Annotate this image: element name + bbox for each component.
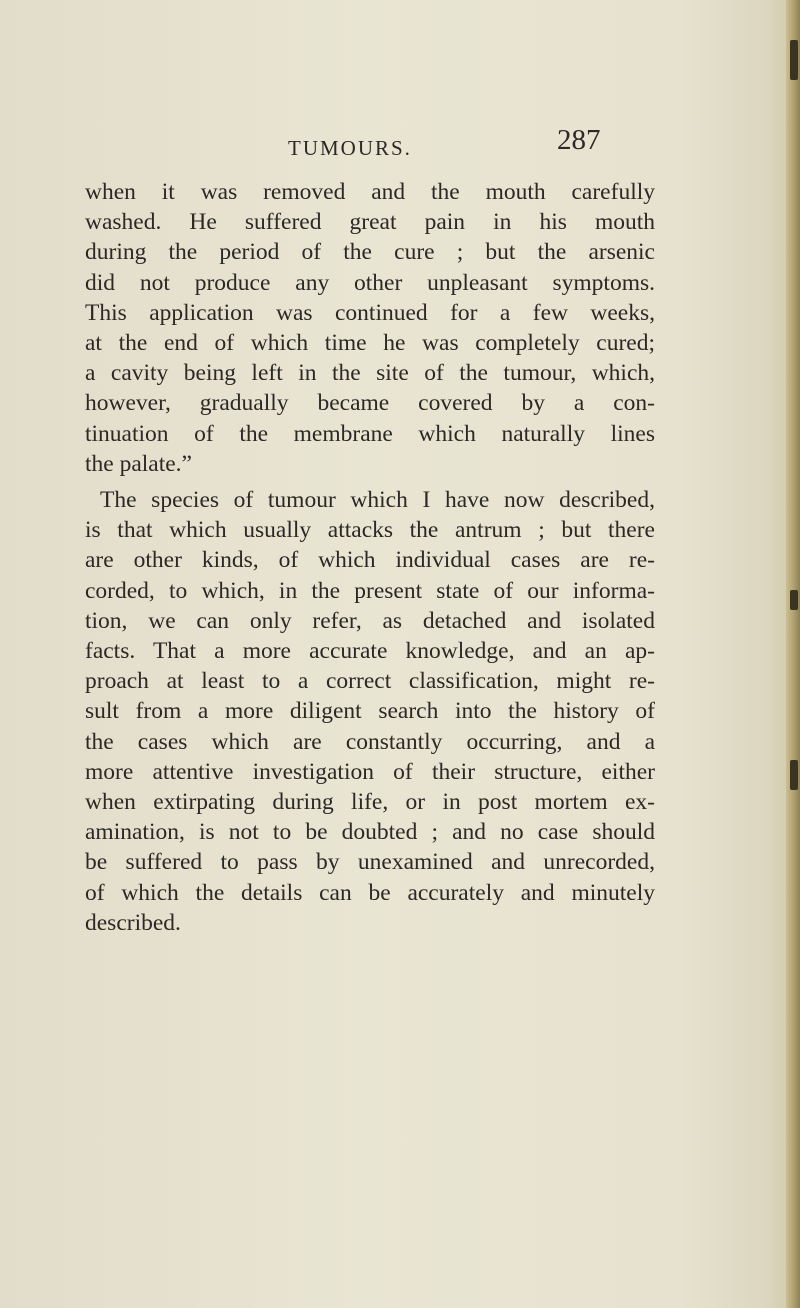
text-line: The species of tumour which I have now described,	[100, 487, 655, 513]
text-line: described.	[85, 909, 181, 936]
paragraph-2	[85, 485, 655, 938]
running-head: TUMOURS.	[288, 136, 412, 160]
page-number: 287	[557, 124, 601, 156]
text-line: a cavity being left in the site of the tumour, which,	[85, 360, 655, 387]
text-line: tinuation of the membrane which naturally lines	[85, 420, 655, 447]
text-line: is that which usually attacks the antrum ; but there	[85, 517, 655, 544]
text-line: proach at least to a correct classification, might re-	[85, 668, 655, 695]
text-line: facts. That a more accurate knowledge, and an ap-	[85, 638, 655, 665]
text-line: did not produce any other unpleasant symptoms.	[85, 269, 655, 296]
text-line: of which the details can be accurately and minutely	[85, 879, 655, 906]
text-line: however, gradually became covered by a con-	[85, 390, 655, 417]
text-line: corded, to which, in the present state of our informa-	[85, 577, 655, 604]
page-edge-strip	[786, 0, 800, 1308]
text-line: more attentive investigation of their structure, either	[85, 758, 655, 785]
text-line: when extirpating during life, or in post mortem ex-	[85, 789, 655, 816]
text-line: at the end of which time he was completely cured;	[85, 330, 655, 357]
text-line: amination, is not to be doubted ; and no case should	[85, 819, 655, 846]
text-line: when it was removed and the mouth carefully	[85, 179, 655, 205]
text-line: sult from a more diligent search into the history of	[85, 698, 655, 725]
paragraph-1	[85, 177, 655, 479]
edge-mark	[790, 590, 798, 610]
text-line: This application was continued for a few weeks,	[85, 299, 655, 326]
text-line: the cases which are constantly occurring, and a	[85, 728, 655, 755]
text-line: the palate.”	[85, 450, 192, 477]
edge-mark	[790, 40, 798, 80]
text-line: during the period of the cure ; but the arsenic	[85, 239, 655, 266]
text-line: are other kinds, of which individual cases are re-	[85, 547, 655, 574]
text-line: be suffered to pass by unexamined and unrecorded,	[85, 849, 655, 876]
text-line: tion, we can only refer, as detached and isolated	[85, 607, 655, 634]
text-line: washed. He suffered great pain in his mouth	[85, 209, 655, 236]
edge-mark	[790, 760, 798, 790]
